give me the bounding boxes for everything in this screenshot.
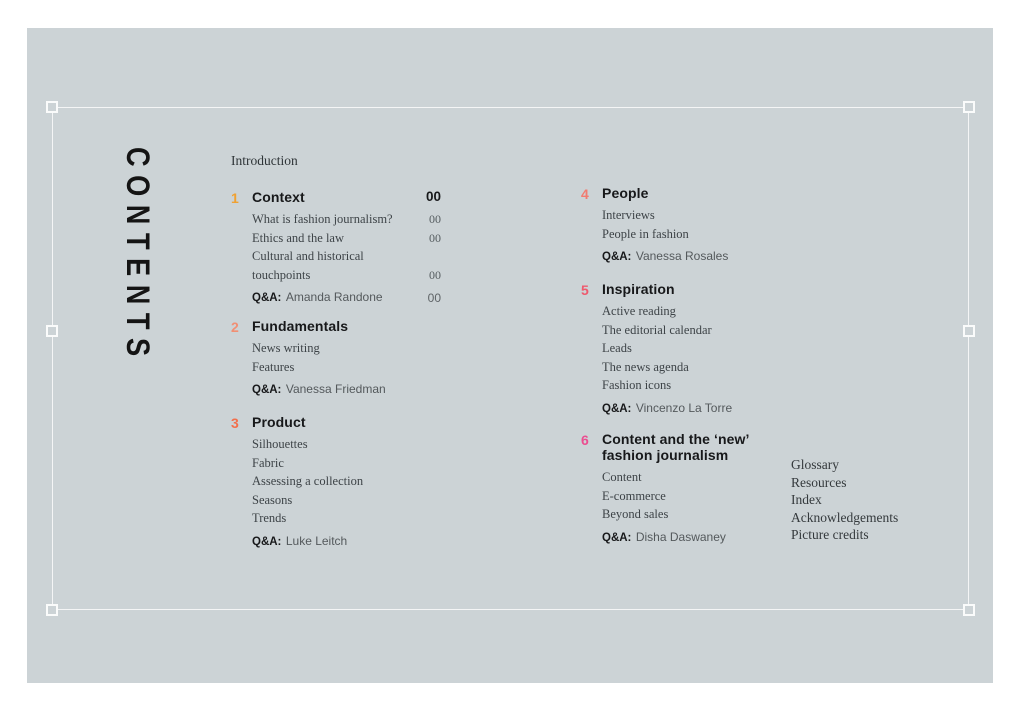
section-context xyxy=(231,189,441,307)
toc-item xyxy=(252,210,441,229)
qa-item xyxy=(252,288,441,307)
section-title: Context xyxy=(252,189,305,205)
toc-item-label: Assessing a collection xyxy=(252,474,364,489)
qa-label: Q&A: xyxy=(602,402,632,415)
section-heading-row xyxy=(252,414,441,430)
registration-mark-bottom-left xyxy=(46,604,58,616)
toc-item-label: Features xyxy=(252,359,295,374)
qa-label: Q&A: xyxy=(602,251,632,264)
toc-item xyxy=(602,339,777,358)
toc-item-label: Ethics and the law xyxy=(252,230,344,245)
toc-item xyxy=(252,247,441,284)
section-number: 2 xyxy=(231,319,239,335)
qa-name: Disha Daswaney xyxy=(635,529,726,544)
toc-item-label: The editorial calendar xyxy=(602,322,712,337)
toc-item-label: What is fashion journalism? xyxy=(252,212,393,226)
page-number: 00 xyxy=(429,230,441,245)
introduction-entry: Introduction xyxy=(231,153,298,168)
page-number: 00 xyxy=(425,189,441,204)
toc-item xyxy=(252,358,441,377)
page-title-contents: CONTENTS xyxy=(120,147,156,365)
section-title: Fundamentals xyxy=(252,318,349,334)
toc-item-label: Trends xyxy=(252,511,287,526)
qa-item xyxy=(602,247,777,266)
section-heading-row xyxy=(252,318,441,334)
registration-mark-top-left xyxy=(46,101,58,113)
qa-label: Q&A: xyxy=(252,384,282,397)
toc-item-label: News writing xyxy=(252,341,320,355)
toc-item xyxy=(602,487,762,506)
section-fundamentals xyxy=(231,318,441,399)
backmatter-item-glossary: Glossary xyxy=(791,457,839,472)
toc-item xyxy=(252,509,441,528)
toc-item-label: Content xyxy=(602,470,642,484)
backmatter-item-index: Index xyxy=(791,492,822,508)
toc-item-label: Active reading xyxy=(602,304,676,318)
section-title: People xyxy=(602,185,649,201)
backmatter-list xyxy=(791,456,898,544)
section-inspiration xyxy=(581,281,777,418)
toc-item xyxy=(602,206,777,225)
section-number: 3 xyxy=(231,415,239,431)
toc-item xyxy=(252,339,441,358)
section-product xyxy=(231,414,441,551)
qa-name: Amanda Randone xyxy=(285,290,383,305)
qa-name: Luke Leitch xyxy=(285,533,348,548)
toc-item-label: Cultural and historical touchpoints xyxy=(252,249,364,282)
toc-item-label: Leads xyxy=(602,341,632,356)
section-title: Content and the ‘new’ fashion journalism xyxy=(602,431,749,463)
toc-item-label: The news agenda xyxy=(602,359,689,374)
toc-item-label: Fashion icons xyxy=(602,378,672,393)
toc-item xyxy=(602,505,762,524)
qa-name: Vincenzo La Torre xyxy=(635,400,733,415)
toc-item xyxy=(602,468,762,487)
section-heading-row xyxy=(602,431,762,463)
section-people xyxy=(581,185,777,266)
qa-label: Q&A: xyxy=(602,531,632,544)
qa-label: Q&A: xyxy=(252,535,282,548)
toc-item-label: E-commerce xyxy=(602,488,666,503)
toc-item-label: Seasons xyxy=(252,492,293,507)
toc-item-label: Silhouettes xyxy=(252,437,308,451)
section-title: Product xyxy=(252,414,306,430)
registration-mark-mid-left xyxy=(46,325,58,337)
toc-item xyxy=(602,376,777,395)
page-number: 00 xyxy=(429,212,441,226)
backmatter-item-acknowledgements: Acknowledgements xyxy=(791,509,899,525)
qa-item xyxy=(252,532,441,551)
toc-item xyxy=(252,229,441,248)
backmatter-item-picture-credits: Picture credits xyxy=(791,527,869,543)
toc-item-label: Beyond sales xyxy=(602,507,669,522)
toc-item xyxy=(602,225,777,244)
section-number: 5 xyxy=(581,282,589,298)
section-number: 4 xyxy=(581,186,589,202)
toc-item xyxy=(252,472,441,491)
registration-mark-mid-right xyxy=(963,325,975,337)
qa-label: Q&A: xyxy=(252,292,282,305)
section-number: 1 xyxy=(231,190,239,206)
toc-item xyxy=(602,302,777,321)
toc-item xyxy=(252,435,441,454)
toc-item-label: People in fashion xyxy=(602,226,689,241)
section-heading-row xyxy=(602,185,777,201)
section-heading-row xyxy=(602,281,777,297)
section-number: 6 xyxy=(581,432,589,448)
toc-item xyxy=(602,321,777,340)
toc-item-label: Interviews xyxy=(602,208,655,222)
qa-name: Vanessa Friedman xyxy=(285,382,386,397)
backmatter-item-resources: Resources xyxy=(791,474,847,490)
registration-mark-top-right xyxy=(963,101,975,113)
section-content-new-fashion-journalism xyxy=(581,431,762,547)
page-number: 00 xyxy=(427,291,441,306)
toc-item xyxy=(252,454,441,473)
registration-mark-bottom-right xyxy=(963,604,975,616)
section-heading-row xyxy=(252,189,441,205)
section-title: Inspiration xyxy=(602,281,675,297)
qa-name: Vanessa Rosales xyxy=(635,249,729,264)
page-number: 00 xyxy=(429,267,441,282)
toc-item-label: Fabric xyxy=(252,455,284,470)
toc-item xyxy=(602,358,777,377)
qa-item xyxy=(602,528,762,547)
qa-item xyxy=(602,399,777,418)
qa-item xyxy=(252,380,441,399)
toc-item xyxy=(252,491,441,510)
